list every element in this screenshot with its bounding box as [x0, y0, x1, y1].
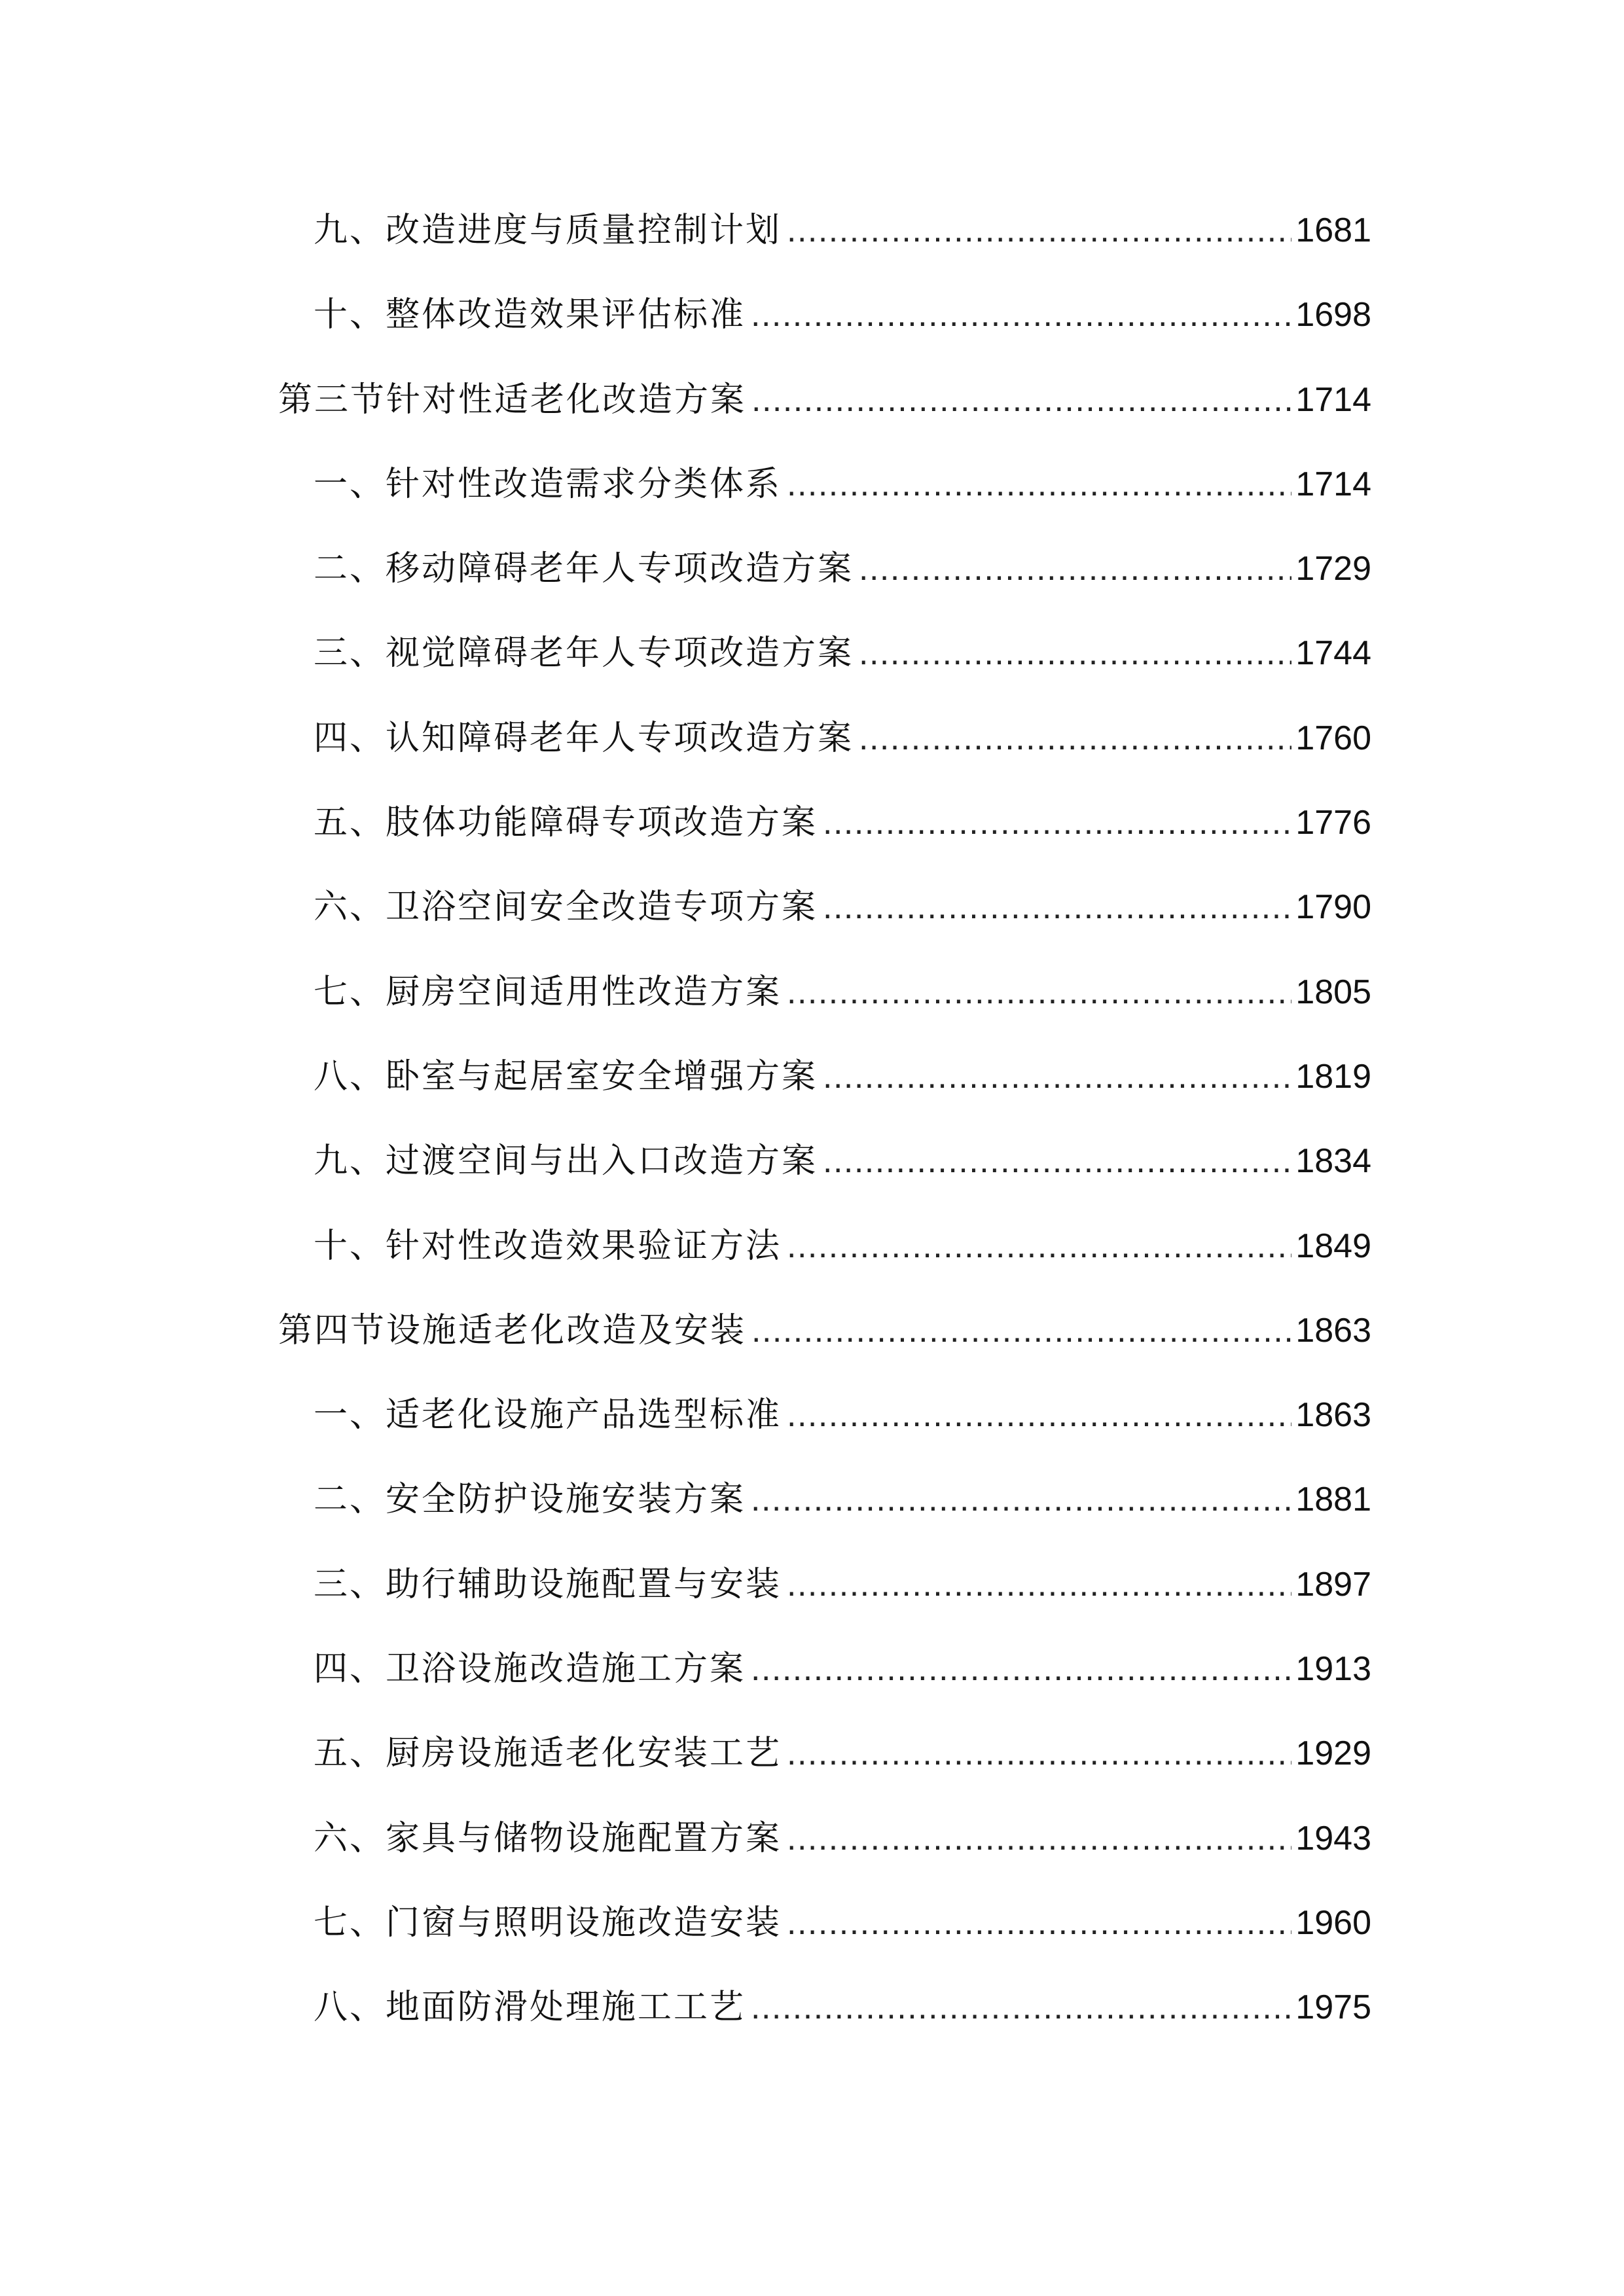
toc-entry-title: 四、卫浴设施改造施工方案 — [314, 1649, 746, 1689]
toc-dot-leader — [751, 1314, 1291, 1348]
toc-dot-leader — [823, 1144, 1291, 1178]
toc-entry-page: 1714 — [1295, 465, 1371, 503]
toc-entry-title: 四、认知障碍老年人专项改造方案 — [314, 718, 854, 758]
toc-entry[interactable] — [278, 213, 1371, 298]
toc-entry-page: 1943 — [1295, 1819, 1371, 1857]
toc-dot-leader — [787, 1229, 1291, 1263]
toc-entry[interactable] — [278, 464, 1371, 552]
toc-entry-page: 1929 — [1295, 1734, 1371, 1773]
toc-entry-title: 五、厨房设施适老化安装工艺 — [314, 1734, 782, 1774]
toc-entry-page: 1681 — [1295, 211, 1371, 249]
toc-entry-title: 一、适老化设施产品选型标准 — [314, 1395, 782, 1435]
toc-dot-leader — [859, 552, 1291, 586]
toc-entry[interactable] — [278, 972, 1371, 1060]
toc-dot-leader — [859, 721, 1291, 755]
toc-dot-leader — [751, 1990, 1291, 2024]
toc-entry-page: 1790 — [1295, 888, 1371, 927]
toc-entry-title: 八、卧室与起居室安全增强方案 — [314, 1056, 818, 1096]
toc-entry-title: 三、助行辅助设施配置与安装 — [314, 1564, 782, 1604]
toc-entry-title: 六、卫浴空间安全改造专项方案 — [314, 888, 818, 927]
toc-entry-page: 1760 — [1295, 719, 1371, 757]
toc-entry-title: 一、针对性改造需求分类体系 — [314, 464, 782, 504]
toc-entry-page: 1849 — [1295, 1227, 1371, 1265]
toc-dot-leader — [751, 1652, 1291, 1686]
toc-dot-leader — [787, 975, 1291, 1009]
toc-entry-page: 1913 — [1295, 1650, 1371, 1689]
toc-entry-page: 1698 — [1295, 296, 1371, 334]
toc-dot-leader — [751, 298, 1291, 332]
toc-entry[interactable] — [278, 1649, 1371, 1736]
toc-entry-title: 十、整体改造效果评估标准 — [314, 295, 746, 335]
toc-entry-title: 第三节针对性适老化改造方案 — [278, 380, 747, 420]
toc-dot-leader — [751, 383, 1291, 417]
toc-entry-page: 1714 — [1295, 380, 1371, 419]
toc-dot-leader — [787, 1821, 1291, 1856]
toc-section-entry[interactable] — [278, 1310, 1371, 1398]
toc-entry-page: 1729 — [1295, 550, 1371, 588]
toc-entry[interactable] — [278, 1226, 1371, 1314]
toc-entry[interactable] — [278, 1564, 1371, 1652]
toc-entry-page: 1776 — [1295, 804, 1371, 842]
toc-dot-leader — [787, 1398, 1291, 1432]
toc-entry[interactable] — [278, 890, 1371, 975]
toc-entry[interactable] — [278, 1482, 1371, 1567]
toc-entry-page: 1805 — [1295, 973, 1371, 1011]
toc-entry-title: 第四节设施适老化改造及安装 — [278, 1310, 747, 1350]
toc-entry-page: 1863 — [1295, 1311, 1371, 1350]
toc-entry[interactable] — [278, 1990, 1371, 2075]
toc-entry-page: 1897 — [1295, 1565, 1371, 1604]
toc-entry-page: 1834 — [1295, 1142, 1371, 1181]
toc-dot-leader — [787, 1568, 1291, 1602]
toc-entry-page: 1881 — [1295, 1480, 1371, 1519]
toc-entry-page: 1863 — [1295, 1396, 1371, 1435]
toc-entry-title: 三、视觉障碍老年人专项改造方案 — [314, 634, 854, 673]
toc-dot-leader — [823, 890, 1291, 924]
toc-entry-title: 八、地面防滑处理施工工艺 — [314, 1988, 746, 2028]
toc-entry-page: 1960 — [1295, 1903, 1371, 1942]
toc-entry-title: 九、过渡空间与出入口改造方案 — [314, 1141, 818, 1181]
toc-entry[interactable] — [278, 803, 1371, 890]
toc-entry-title: 五、肢体功能障碍专项改造方案 — [314, 803, 818, 843]
toc-dot-leader — [787, 1906, 1291, 1940]
toc-entry-title: 二、移动障碍老年人专项改造方案 — [314, 549, 854, 589]
toc-entry-page: 1975 — [1295, 1988, 1371, 2027]
toc-entry-title: 七、门窗与照明设施改造安装 — [314, 1903, 782, 1943]
table-of-contents — [278, 213, 1371, 2075]
toc-entry[interactable] — [278, 1395, 1371, 1482]
toc-entry[interactable] — [278, 295, 1371, 382]
toc-dot-leader — [787, 1736, 1291, 1770]
toc-entry[interactable] — [278, 718, 1371, 806]
toc-dot-leader — [787, 213, 1291, 247]
toc-dot-leader — [823, 806, 1291, 840]
toc-entry-title: 六、家具与储物设施配置方案 — [314, 1818, 782, 1858]
toc-section-entry[interactable] — [278, 380, 1371, 467]
toc-entry[interactable] — [278, 1056, 1371, 1144]
toc-entry[interactable] — [278, 1818, 1371, 1906]
toc-entry[interactable] — [278, 549, 1371, 636]
toc-dot-leader — [859, 636, 1291, 670]
toc-dot-leader — [787, 467, 1291, 501]
toc-entry[interactable] — [278, 1141, 1371, 1229]
toc-entry-title: 二、安全防护设施安装方案 — [314, 1480, 746, 1520]
toc-entry-title: 十、针对性改造效果验证方法 — [314, 1226, 782, 1266]
toc-entry-page: 1819 — [1295, 1057, 1371, 1096]
toc-entry[interactable] — [278, 1736, 1371, 1821]
toc-entry-title: 九、改造进度与质量控制计划 — [314, 211, 782, 250]
toc-dot-leader — [751, 1482, 1291, 1516]
toc-entry[interactable] — [278, 636, 1371, 721]
toc-entry-page: 1744 — [1295, 634, 1371, 673]
toc-entry[interactable] — [278, 1903, 1371, 1990]
toc-entry-title: 七、厨房空间适用性改造方案 — [314, 972, 782, 1012]
toc-dot-leader — [823, 1060, 1291, 1094]
